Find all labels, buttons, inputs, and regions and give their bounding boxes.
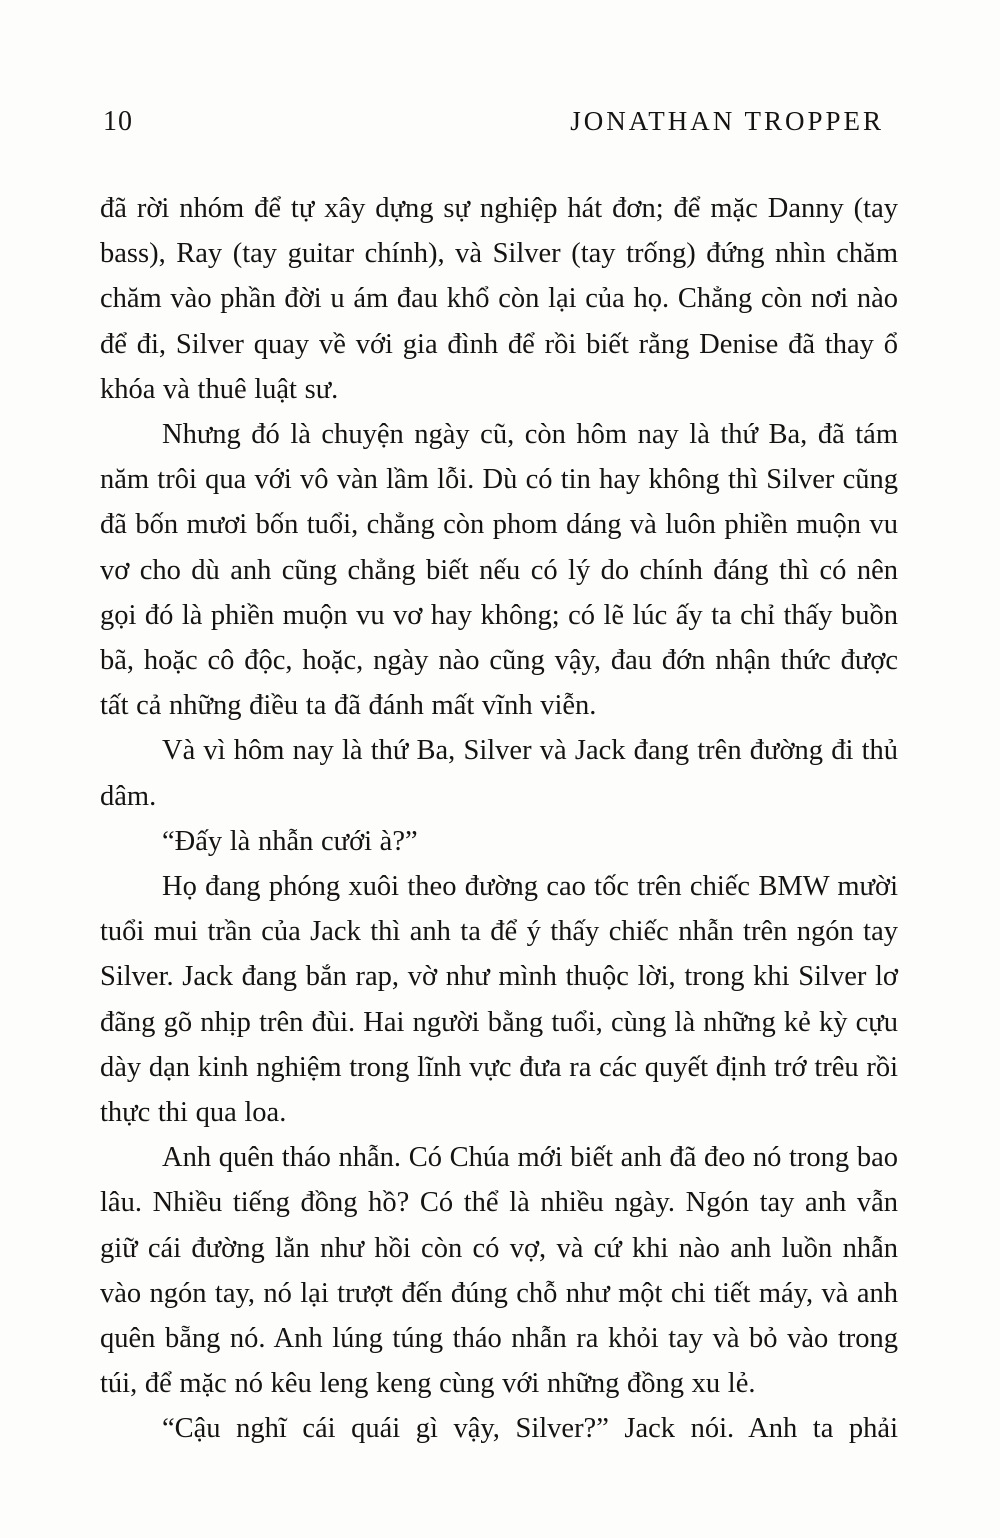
page-header — [103, 106, 884, 138]
page-body — [100, 186, 898, 1452]
paragraph: “Cậu nghĩ cái quái gì vậy, Silver?” Jack nói. Anh ta phải — [162, 1413, 898, 1445]
paragraph: Nhưng đó là chuyện ngày cũ, còn hôm nay là thứ Ba, đã tám năm trôi qua với vô vàn lầm lỗi. Dù có tin hay không thì Silver cũng đã bốn mươi bốn tuổi, chẳng còn phom dáng và luôn phiền muộn vu vơ cho dù anh cũng chẳng biết nếu có lý do chính đáng thì có nên gọi đó là phiền muộn vu vơ hay không; có lẽ lúc ấy ta chỉ thấy buồn bã, hoặc cô độc, hoặc, ngày nào cũng vậy, đau đớn nhận thức được tất cả những điều ta đã đánh mất vĩnh viễn. — [100, 419, 898, 722]
paragraph: Anh quên tháo nhẫn. Có Chúa mới biết anh đã đeo nó trong bao lâu. Nhiều tiếng đồng hồ? Có thể là nhiều ngày. Ngón tay anh vẫn giữ cái đường lằn như hồi còn có vợ, và cứ khi nào anh luồn nhẫn vào ngón tay, nó lại trượt đến đúng chỗ như một chi tiết máy, và anh quên bẵng nó. Anh lúng túng tháo nhẫn ra khỏi tay và bỏ vào trong túi, để mặc nó kêu leng keng cùng với những đồng xu lẻ. — [100, 1142, 898, 1400]
paragraph: “Đấy là nhẫn cưới à?” — [162, 825, 418, 857]
paragraph: Và vì hôm nay là thứ Ba, Silver và Jack đang trên đường đi thủ dâm. — [100, 735, 898, 812]
paragraph: đã rời nhóm để tự xây dựng sự nghiệp hát đơn; để mặc Danny (tay bass), Ray (tay guitar chính), và Silver (tay trống) đứng nhìn chăm chăm vào phần đời u ám đau khổ còn lại của họ. Chẳng còn nơi nào để đi, Silver quay về với gia đình để rồi biết rằng Denise đã thay ổ khóa và thuê luật sư. — [100, 193, 898, 405]
page-number: 10 — [103, 106, 133, 137]
running-header-author: JONATHAN TROPPER — [570, 106, 884, 136]
paragraph: Họ đang phóng xuôi theo đường cao tốc trên chiếc BMW mười tuổi mui trần của Jack thì anh ta để ý thấy chiếc nhẫn trên ngón tay Silver. Jack đang bắn rap, vờ như mình thuộc lời, trong khi Silver lơ đãng gõ nhịp trên đùi. Hai người bằng tuổi, cùng là những kẻ kỳ cựu dày dạn kinh nghiệm trong lĩnh vực đưa ra các quyết định trớ trêu rồi thực thi qua loa. — [100, 871, 898, 1129]
